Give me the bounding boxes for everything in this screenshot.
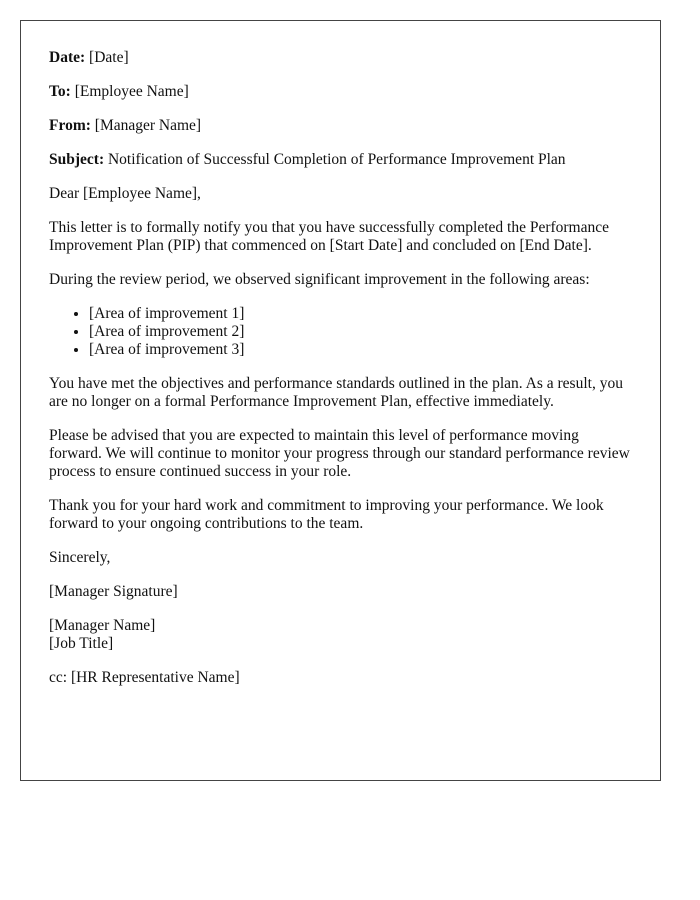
subject-line: Subject: Notification of Successful Completion of Performance Improvement Plan bbox=[49, 151, 566, 168]
paragraph-objectives: You have met the objectives and performance standards outlined in the plan. As a result, you are no longer on a formal Performance Improvement Plan, effective immediately. bbox=[49, 375, 623, 410]
salutation: Dear [Employee Name], bbox=[49, 185, 201, 202]
to-line: To: [Employee Name] bbox=[49, 83, 189, 100]
signature: [Manager Signature] bbox=[49, 583, 178, 600]
manager-block bbox=[49, 617, 632, 653]
paragraph-expectations: Please be advised that you are expected to maintain this level of performance moving forward. We will continue to monitor your progress through our standard performance review process to ensure continued success in your role. bbox=[49, 427, 630, 480]
from-line: From: [Manager Name] bbox=[49, 117, 202, 134]
letter bbox=[20, 20, 661, 781]
list-item: • [Area of improvement 2] bbox=[89, 323, 632, 341]
cc-line: cc: [HR Representative Name] bbox=[49, 669, 240, 686]
sign-off: Sincerely, bbox=[49, 549, 111, 566]
date-line: Date: [Date] bbox=[49, 49, 129, 66]
improvement-list bbox=[49, 305, 632, 359]
list-item: • [Area of improvement 3] bbox=[89, 341, 632, 359]
paragraph-review: During the review period, we observed significant improvement in the following areas: bbox=[49, 271, 590, 288]
list-item: • [Area of improvement 1] bbox=[89, 305, 632, 323]
job-title: [Job Title] bbox=[49, 635, 114, 652]
paragraph-thanks: Thank you for your hard work and commitment to improving your performance. We look forward to your ongoing contributions to the team. bbox=[49, 497, 604, 532]
manager-name: [Manager Name] bbox=[49, 617, 156, 634]
paragraph-notification: This letter is to formally notify you that you have successfully completed the Performance Improvement Plan (PIP) that commenced on [Start Date] and concluded on [End Date]. bbox=[49, 219, 609, 254]
